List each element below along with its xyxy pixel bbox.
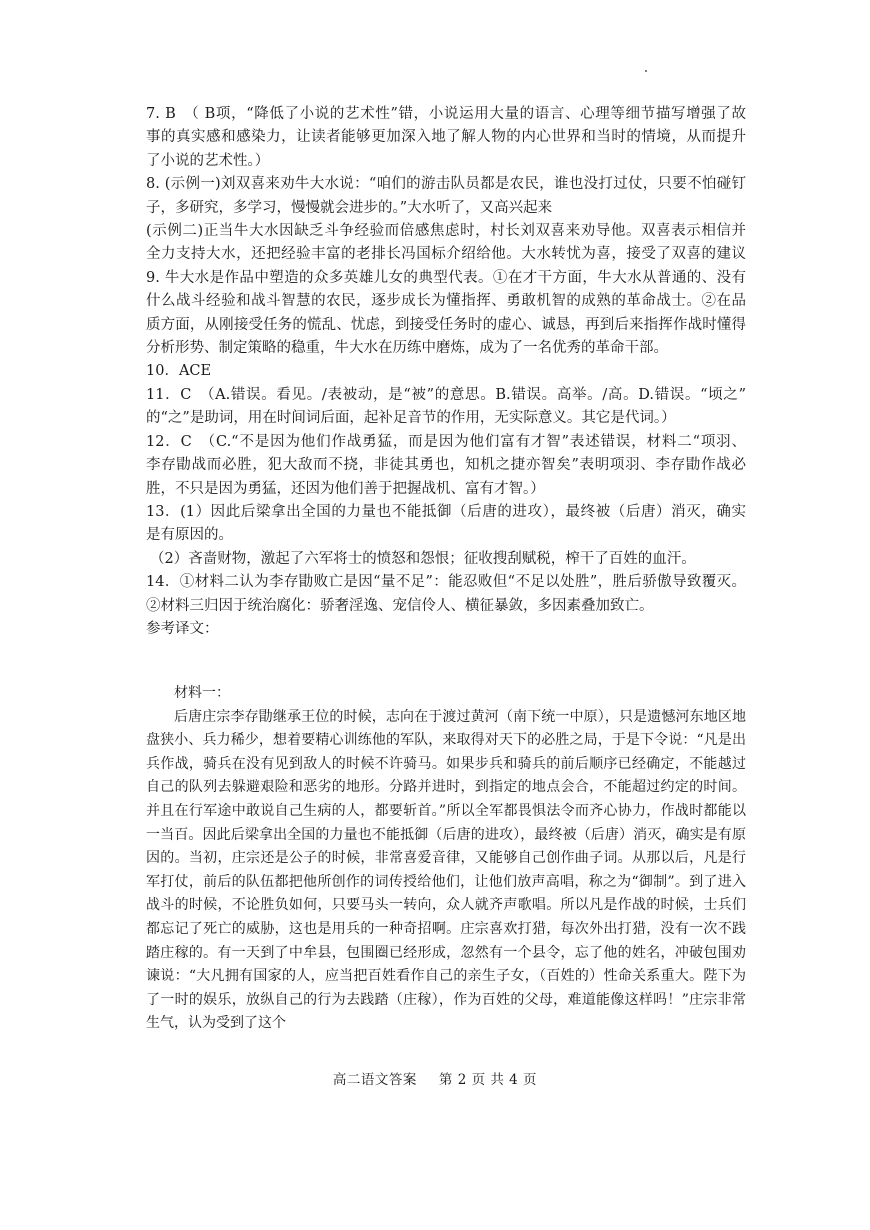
answer-line: 11．C （A.错误。看见。/表被动，是“被”的意思。B.错误。高举。/高。D.错误。“顷之”: [146, 386, 746, 403]
answer-line: (示例二)正当牛大水因缺乏斗争经验而倍感焦虑时，村长刘双喜来劝导他。双喜表示相信并: [146, 223, 746, 240]
footer-doc-title: 高二语文答案: [332, 1072, 417, 1088]
answer-line: 14．①材料二认为李存勖败亡是因“量不足”：能忍败但“不足以处胜”，胜后骄傲导致覆灭。: [146, 574, 746, 591]
answer-line: 胜，不只是因为勇猛，还因为他们善于把握战机、富有才智。）: [146, 480, 545, 497]
answer-line: 的“之”是助词，用在时间词后面，起补足音节的作用，无实际意义。其它是代词。）: [146, 410, 676, 427]
translation-paragraph: 后唐庄宗李存勖继承王位的时候，志向在于渡过黄河（南下统一中原），只是遗憾河东地区地盘狭小、兵力稀少，想着要精心训练他的军队，来取得对天下的必胜之局，于是下令说：“凡是出兵作战，骑兵在没有见到敌人的时候不许骑马。如果步兵和骑兵的前后顺序已经确定，不能越过自己的队列去躲避艰险和恶劣的地形。分路并进时，到指定的地点会合，不能超过约定的时间。并且在行军途中敢说自己生病的人，都要斩首。”所以全军都畏惧法令而齐心协力，作战时都能以一当百。因此后梁拿出全国的力量也不能抵御（后唐的进攻），最终被（后唐）消灭，确实是有原因的。当初，庄宗还是公子的时候，非常喜爱音律，又能够自己创作曲子词。从那以后，凡是行军打仗，前后的队伍都把他所创作的词传授给他们，让他们放声高唱，称之为“御制”。到了进入战斗的时候，不论胜负如何，只要马头一转向，众人就齐声歌唱。所以凡是作战的时候，士兵们都忘记了死亡的威胁，这也是用兵的一种奇招啊。庄宗喜欢打猎，每次外出打猎，没有一次不践踏庄稼的。有一天到了中牟县，包围圈已经形成，忽然有一个县令，忘了他的姓名，冲破包围劝谏说：“大凡拥有国家的人，应当把百姓看作自己的亲生子女，（百姓的）性命关系重大。陛下为了一时的娱乐，放纵自己的行为去践踏（庄稼），作为百姓的父母，难道能像这样吗！”庄宗非常生气，认为受到了这个: [146, 708, 746, 1032]
material-label: 材料一：: [174, 685, 230, 701]
answer-line: ②材料三归因于统治腐化：骄奢淫逸、宠信伶人、横征暴敛，多因素叠加致亡。: [146, 597, 654, 614]
answer-line: 参考译文：: [146, 620, 219, 637]
answer-line: 全力支持大水，还把经验丰富的老排长冯国标介绍给他。大水转忧为喜，接受了双喜的建议: [146, 246, 746, 263]
page-footer: [0, 1068, 870, 1088]
answer-line: 分析形势、制定策略的稳重，牛大水在历练中磨炼，成为了一名优秀的革命干部。: [146, 340, 668, 357]
answer-list: [146, 103, 746, 641]
scan-speck: [645, 70, 647, 72]
answer-line: 事的真实感和感染力，让读者能够更加深入地了解人物的内心世界和当时的情境，从而提升: [146, 129, 746, 146]
answer-line: 了小说的艺术性。）: [146, 152, 270, 169]
answer-line: 是有原因的。: [146, 527, 233, 544]
answer-line: 什么战斗经验和战斗智慧的农民，逐步成长为懂指挥、勇敢机智的成熟的革命战士。②在品: [146, 293, 746, 310]
answer-line: 子，多研究，多学习，慢慢就会进步的。”大水听了，又高兴起来: [146, 199, 553, 216]
answer-line: 9. 牛大水是作品中塑造的众多英雄儿女的典型代表。①在才干方面，牛大水从普通的、没有: [146, 269, 746, 286]
answer-line: 8. (示例一)刘双喜来劝牛大水说：“咱们的游击队员都是农民，谁也没打过仗，只要不怕碰钉: [146, 176, 746, 193]
answer-line: 13．(1）因此后梁拿出全国的力量也不能抵御（后唐的进攻），最终被（后唐）消灭，确实: [146, 503, 746, 520]
footer-page-number: 第 2 页 共 4 页: [438, 1072, 538, 1088]
answer-line: （2）吝啬财物，激起了六军将士的愤怒和怨恨；征收搜刮赋税，榨干了百姓的血汗。: [150, 550, 696, 567]
answer-line: 10．ACE: [146, 363, 212, 380]
answer-line: 7. B （ B项，“降低了小说的艺术性”错，小说运用大量的语言、心理等细节描写增强了故: [146, 106, 746, 122]
reference-translation: [146, 682, 746, 1036]
answer-line: 李存勖战而必胜，犯大敌而不挠，非徒其勇也，知机之捷亦智矣”表明项羽、李存勖作战必: [146, 457, 746, 474]
answer-line: 质方面，从刚接受任务的慌乱、忧虑，到接受任务时的虚心、诚恳，再到后来指挥作战时懂得: [146, 316, 746, 333]
answer-line: 12．C （C.“不是因为他们作战勇猛，而是因为他们富有才智”表述错误，材料二“项羽、: [146, 433, 746, 450]
